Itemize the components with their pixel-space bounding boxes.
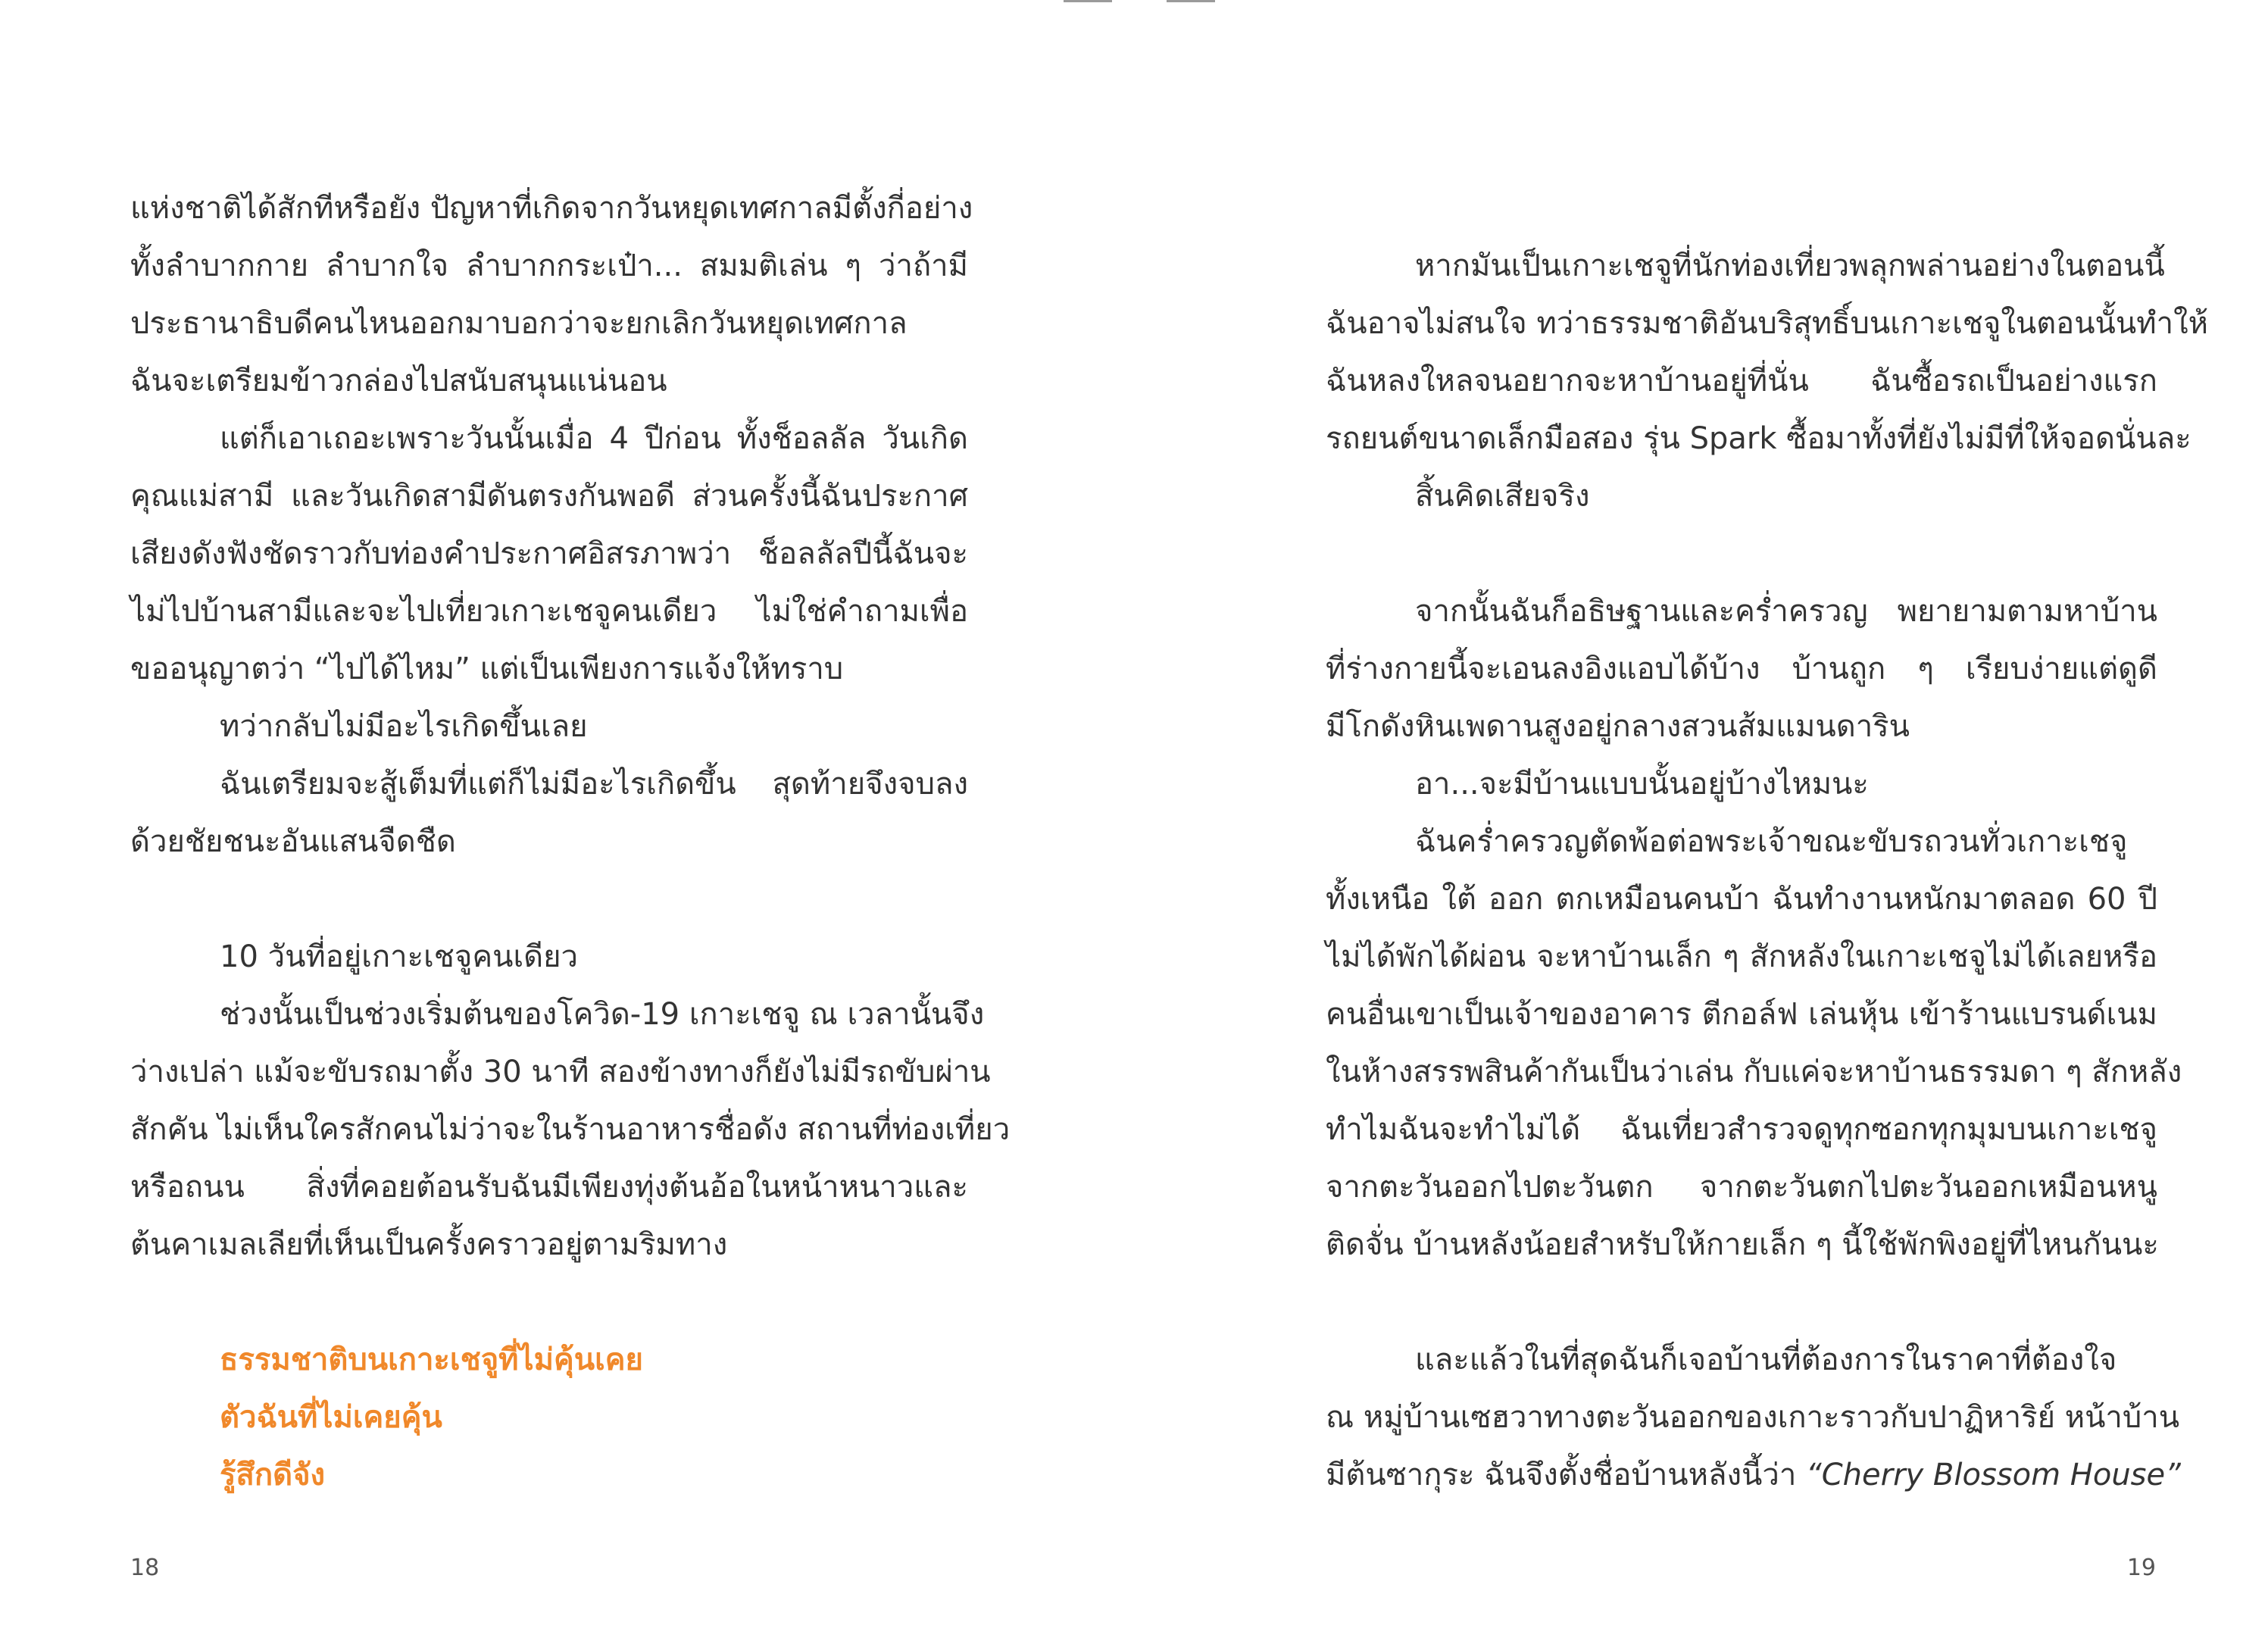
right-page bbox=[1134, 0, 2268, 1644]
body-line: ทว่ากลับไม่มีอะไรเกิดขึ้นเลย bbox=[220, 709, 588, 744]
body-line: และแล้วในที่สุดฉันก็เจอบ้านที่ต้องการในราคาที่ต้องใจ bbox=[1415, 1342, 2117, 1377]
body-line: ติดจั่น บ้านหลังน้อยสำหรับให้กายเล็ก ๆ นี้ใช้พักพิงอยู่ที่ไหนกันนะ bbox=[1326, 1227, 2159, 1262]
body-line: หรือถนน สิ่งที่คอยต้อนรับฉันมีเพียงทุ่งต้นอ้อในหน้าหนาวและ bbox=[130, 1170, 968, 1205]
body-line: ไม่ได้พักได้ผ่อน จะหาบ้านเล็ก ๆ สักหลังในเกาะเชจูไม่ได้เลยหรือ bbox=[1326, 939, 2157, 974]
poem-line: ตัวฉันที่ไม่เคยคุ้น bbox=[220, 1400, 442, 1435]
body-line: เสียงดังฟังชัดราวกับท่องคำประกาศอิสรภาพว่า ช็อลลัลปีนี้ฉันจะ bbox=[130, 536, 968, 571]
body-line-text: มีต้นซากุระ ฉันจึงตั้งชื่อบ้านหลังนี้ว่า bbox=[1326, 1458, 1807, 1492]
poem-line: ธรรมชาติบนเกาะเชจูที่ไม่คุ้นเคย bbox=[220, 1342, 643, 1377]
paragraph-gap bbox=[1326, 525, 2157, 583]
paragraph-gap bbox=[1326, 1274, 2157, 1331]
body-line: ฉันคร่ำครวญตัดพ้อต่อพระเจ้าขณะขับรถวนทั่วเกาะเชจู bbox=[1415, 824, 2128, 859]
body-line: คุณแม่สามี และวันเกิดสามีดันตรงกันพอดี ส่วนครั้งนี้ฉันประกาศ bbox=[130, 479, 968, 514]
body-line: แห่งชาติได้สักทีหรือยัง ปัญหาที่เกิดจากวันหยุดเทศกาลมีตั้งกี่อย่าง bbox=[130, 191, 973, 226]
body-line: ฉันอาจไม่สนใจ ทว่าธรรมชาติอันบริสุทธิ์บนเกาะเชจูในตอนนั้นทำให้ bbox=[1326, 306, 2208, 341]
body-line: รถยนต์ขนาดเล็กมือสอง รุ่น Spark ซื้อมาทั้งที่ยังไม่มีที่ให้จอดนั่นละ bbox=[1326, 421, 2191, 456]
body-line: ขออนุญาตว่า “ไปได้ไหม” แต่เป็นเพียงการแจ้งให้ทราบ bbox=[130, 652, 844, 686]
body-line: ในห้างสรรพสินค้ากันเป็นว่าเล่น กับแค่จะหาบ้านธรรมดา ๆ สักหลัง bbox=[1326, 1055, 2182, 1089]
body-line: อา...จะมีบ้านแบบนั้นอยู่บ้างไหมนะ bbox=[1415, 767, 1869, 802]
body-line: แต่ก็เอาเถอะเพราะวันนั้นเมื่อ 4 ปีก่อน ทั้งช็อลลัล วันเกิด bbox=[220, 421, 968, 456]
body-line: ทำไมฉันจะทำไม่ได้ ฉันเที่ยวสำรวจดูทุกซอกทุกมุมบนเกาะเชจู bbox=[1326, 1112, 2157, 1147]
highlight-poem bbox=[130, 1331, 968, 1504]
poem-line: รู้สึกดีจัง bbox=[220, 1458, 326, 1492]
paragraph-gap bbox=[130, 870, 968, 928]
body-line: ไม่ไปบ้านสามีและจะไปเที่ยวเกาะเชจูคนเดียว ไม่ใช่คำถามเพื่อ bbox=[130, 594, 968, 629]
house-name: “Cherry Blossom House” bbox=[1806, 1458, 2181, 1492]
body-line: ฉันจะเตรียมข้าวกล่องไปสนับสนุนแน่นอน bbox=[130, 364, 667, 398]
body-line: จากนั้นฉันก็อธิษฐานและคร่ำครวญ พยายามตามหาบ้าน bbox=[1415, 594, 2157, 629]
body-line: ด้วยชัยชนะอันแสนจืดชืด bbox=[130, 824, 456, 859]
body-line: ประธานาธิบดีคนไหนออกมาบอกว่าจะยกเลิกวันหยุดเทศกาล bbox=[130, 306, 908, 341]
body-line: ฉันหลงใหลจนอยากจะหาบ้านอยู่ที่นั่น ฉันซื้อรถเป็นอย่างแรก bbox=[1326, 364, 2157, 398]
left-page-body bbox=[130, 180, 1011, 1504]
body-line: ทั้งเหนือ ใต้ ออก ตกเหมือนคนบ้า ฉันทำงานหนักมาตลอด 60 ปี bbox=[1326, 882, 2157, 917]
body-line: ว่างเปล่า แม้จะขับรถมาตั้ง 30 นาที สองข้างทางก็ยังไม่มีรถขับผ่าน bbox=[130, 1055, 991, 1089]
right-page-body bbox=[1326, 237, 2208, 1504]
body-line: สิ้นคิดเสียจริง bbox=[1415, 479, 1590, 514]
body-line: มีโกดังหินเพดานสูงอยู่กลางสวนส้มแมนดาริน bbox=[1326, 709, 1910, 744]
body-line: ทั้งลำบากกาย ลำบากใจ ลำบากกระเป๋า... สมมติเล่น ๆ ว่าถ้ามี bbox=[130, 248, 968, 283]
page-number: 18 bbox=[130, 1555, 160, 1581]
body-line-last bbox=[1326, 1446, 2181, 1504]
body-line: ต้นคาเมลเลียที่เห็นเป็นครั้งคราวอยู่ตามริมทาง bbox=[130, 1227, 728, 1262]
body-line: สักคัน ไม่เห็นใครสักคนไม่ว่าจะในร้านอาหารชื่อดัง สถานที่ท่องเที่ยว bbox=[130, 1112, 1011, 1147]
body-line: คนอื่นเขาเป็นเจ้าของอาคาร ตีกอล์ฟ เล่นหุ้น เข้าร้านแบรนด์เนม bbox=[1326, 997, 2157, 1032]
body-line: ณ หมู่บ้านเซฮวาทางตะวันออกของเกาะราวกับปาฏิหาริย์ หน้าบ้าน bbox=[1326, 1400, 2180, 1435]
body-line: หากมันเป็นเกาะเชจูที่นักท่องเที่ยวพลุกพล่านอย่างในตอนนี้ bbox=[1415, 248, 2165, 283]
body-line: ฉันเตรียมจะสู้เต็มที่แต่ก็ไม่มีอะไรเกิดขึ้น สุดท้ายจึงจบลง bbox=[220, 767, 968, 802]
body-line: ช่วงนั้นเป็นช่วงเริ่มต้นของโควิด-19 เกาะเชจู ณ เวลานั้นจึง bbox=[220, 997, 985, 1032]
paragraph-gap bbox=[130, 1274, 968, 1331]
page-number: 19 bbox=[2126, 1555, 2156, 1581]
section-heading: 10 วันที่อยู่เกาะเชจูคนเดียว bbox=[220, 939, 578, 974]
body-line: จากตะวันออกไปตะวันตก จากตะวันตกไปตะวันออกเหมือนหนู bbox=[1326, 1170, 2157, 1205]
body-line: ที่ร่างกายนี้จะเอนลงอิงแอบได้บ้าง บ้านถูก ๆ เรียบง่ายแต่ดูดี bbox=[1326, 652, 2157, 686]
